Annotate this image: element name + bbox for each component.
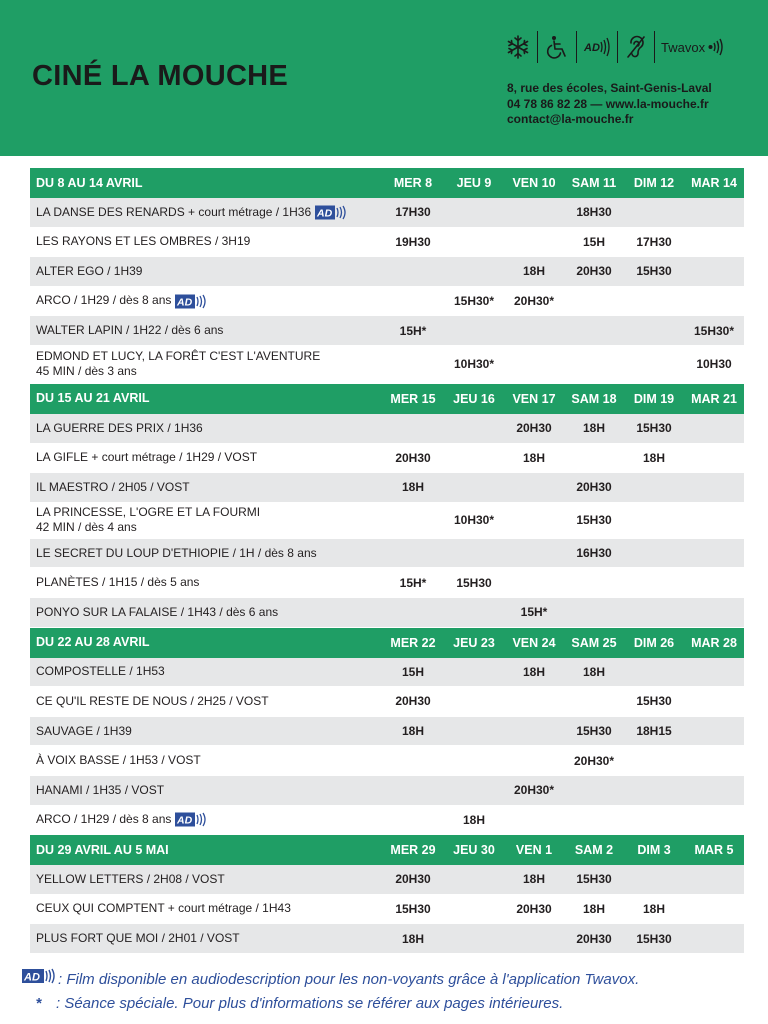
showtime-cell: 19H30 bbox=[395, 234, 431, 249]
film-suffix: / dès 5 ans bbox=[137, 575, 200, 590]
ad-badge-icon bbox=[175, 294, 207, 309]
showtime-cell: 15H bbox=[401, 664, 424, 679]
day-header: DIM 26 bbox=[633, 635, 675, 650]
film-suffix: / 1H22 / dès 6 ans bbox=[122, 323, 224, 338]
showtime-cell: 15H* bbox=[399, 323, 427, 338]
showtime-cell: 20H30* bbox=[513, 783, 555, 798]
cinema-address bbox=[507, 81, 712, 128]
film-row bbox=[30, 414, 744, 444]
film-title bbox=[30, 293, 382, 308]
week-label: DU 8 AU 14 AVRIL bbox=[36, 175, 143, 190]
film-name: LES RAYONS ET LES OMBRES / 3H19 bbox=[36, 234, 251, 249]
schedule-table bbox=[30, 168, 744, 954]
showtime-cell: 18H bbox=[522, 664, 545, 679]
film-name: ALTER EGO / 1H39 bbox=[36, 263, 143, 278]
wheelchair-icon bbox=[537, 31, 576, 63]
svg-text:AD: AD bbox=[584, 42, 600, 54]
film-title bbox=[30, 931, 382, 946]
day-header: JEU 9 bbox=[456, 176, 492, 190]
film-title bbox=[30, 323, 382, 338]
film-row bbox=[30, 346, 744, 384]
showtime-cell: 15H30 bbox=[456, 575, 492, 590]
showtime-cell: 18H bbox=[582, 901, 605, 916]
film-row bbox=[30, 717, 744, 747]
day-header: DIM 19 bbox=[633, 391, 675, 406]
film-name: ARCO / 1H29 bbox=[36, 293, 110, 308]
twavox-icon bbox=[654, 31, 730, 63]
film-row bbox=[30, 806, 744, 836]
showtime-cell: 15H30 bbox=[576, 724, 612, 739]
film-name: LA GUERRE DES PRIX / 1H36 bbox=[36, 420, 203, 435]
film-suffix: + court métrage / 1H43 bbox=[164, 901, 291, 916]
showtime-cell: 18H bbox=[642, 450, 665, 465]
film-title bbox=[30, 480, 382, 495]
film-suffix: / dès 3 ans bbox=[74, 364, 137, 379]
showtime-cell: 15H bbox=[582, 234, 605, 249]
day-header: SAM 18 bbox=[571, 391, 617, 406]
showtime-cell: 20H30 bbox=[395, 694, 431, 709]
film-row bbox=[30, 444, 744, 474]
film-name: PONYO SUR LA FALAISE / 1H43 bbox=[36, 604, 217, 619]
film-row bbox=[30, 568, 744, 598]
day-header: SAM 11 bbox=[571, 176, 617, 190]
day-header: MAR 21 bbox=[691, 391, 737, 406]
film-suffix: / dès 6 ans bbox=[216, 604, 279, 619]
address-phone-web: 04 78 86 82 28 — www.la-mouche.fr bbox=[507, 96, 709, 111]
film-name: LA DANSE DES RENARDS bbox=[36, 204, 185, 219]
accessibility-icons bbox=[505, 30, 730, 64]
film-row bbox=[30, 924, 744, 954]
film-title bbox=[30, 753, 382, 768]
showtime-cell: 15H30 bbox=[636, 421, 672, 436]
film-suffix: + court métrage / 1H29 / VOST bbox=[88, 450, 258, 465]
film-suffix: / 1H / dès 8 ans bbox=[229, 545, 317, 560]
day-header: SAM 2 bbox=[574, 843, 614, 858]
day-header: MER 22 bbox=[390, 635, 436, 650]
week-label: DU 29 AVRIL AU 5 MAI bbox=[36, 842, 169, 857]
showtime-cell: 15H* bbox=[399, 575, 427, 590]
film-title bbox=[30, 664, 382, 679]
showtime-cell: 15H30* bbox=[453, 294, 495, 309]
day-header: JEU 16 bbox=[453, 391, 495, 406]
film-row bbox=[30, 473, 744, 503]
film-title bbox=[30, 450, 382, 465]
film-suffix: + court métrage / 1H36 bbox=[184, 204, 312, 219]
week-header bbox=[30, 168, 744, 198]
film-title bbox=[30, 421, 382, 436]
film-title bbox=[30, 505, 382, 535]
week-header bbox=[30, 628, 744, 658]
film-suffix: / dès 8 ans bbox=[109, 293, 172, 308]
film-name: CEUX QUI COMPTENT bbox=[36, 901, 165, 916]
film-row bbox=[30, 198, 744, 228]
film-row bbox=[30, 503, 744, 539]
film-row bbox=[30, 287, 744, 317]
film-row bbox=[30, 895, 744, 925]
audio-description-icon bbox=[576, 31, 617, 63]
film-row bbox=[30, 746, 744, 776]
legend-star-symbol: * bbox=[36, 995, 42, 1012]
day-header: VEN 10 bbox=[512, 176, 556, 190]
film-title bbox=[30, 264, 382, 279]
showtime-cell: 20H30 bbox=[516, 421, 552, 436]
film-name: PLUS FORT QUE MOI / 2H01 / VOST bbox=[36, 931, 240, 946]
film-row bbox=[30, 539, 744, 569]
film-name: ARCO / 1H29 bbox=[36, 812, 110, 827]
film-row bbox=[30, 658, 744, 688]
showtime-cell: 15H30* bbox=[693, 323, 735, 338]
film-name: YELLOW LETTERS / 2H08 / VOST bbox=[36, 871, 225, 886]
ad-badge-icon bbox=[315, 205, 347, 220]
week-header bbox=[30, 835, 744, 865]
showtime-cell: 20H30* bbox=[513, 294, 555, 309]
showtime-cell: 10H30* bbox=[453, 513, 495, 528]
showtime-cell: 10H30* bbox=[453, 357, 495, 372]
day-header: MAR 28 bbox=[691, 635, 737, 650]
film-row bbox=[30, 776, 744, 806]
day-header: MAR 14 bbox=[691, 176, 737, 190]
showtime-cell: 20H30 bbox=[516, 901, 552, 916]
film-title bbox=[30, 575, 382, 590]
snowflake-icon bbox=[505, 31, 537, 63]
legend-star bbox=[22, 992, 639, 1016]
film-name: LA GIFLE bbox=[36, 450, 89, 465]
showtime-cell: 17H30 bbox=[636, 234, 672, 249]
showtime-cell: 18H15 bbox=[636, 724, 672, 739]
ad-badge-icon bbox=[22, 968, 56, 992]
showtime-cell: 20H30 bbox=[576, 931, 612, 946]
svg-text:AD: AD bbox=[24, 971, 40, 984]
showtime-cell: 18H bbox=[462, 812, 485, 827]
showtime-cell: 15H30 bbox=[395, 901, 431, 916]
film-row bbox=[30, 598, 744, 628]
film-name: SAUVAGE / 1H39 bbox=[36, 723, 132, 738]
film-name: WALTER LAPIN bbox=[36, 323, 123, 338]
film-title bbox=[30, 694, 382, 709]
showtime-cell: 15H30 bbox=[636, 931, 672, 946]
showtime-cell: 20H30 bbox=[576, 480, 612, 495]
film-suffix: / dès 8 ans bbox=[109, 812, 172, 827]
hearing-impaired-icon bbox=[617, 31, 654, 63]
showtime-cell: 18H bbox=[522, 450, 545, 465]
film-name: EDMOND ET LUCY, LA FORÊT C'EST L'AVENTURE bbox=[36, 349, 321, 364]
day-header: MER 15 bbox=[390, 391, 436, 406]
film-title bbox=[30, 605, 382, 620]
film-line2: 42 MIN bbox=[36, 520, 75, 535]
film-title bbox=[30, 349, 382, 379]
film-title bbox=[30, 812, 382, 827]
svg-text:AD: AD bbox=[177, 814, 193, 827]
film-title bbox=[30, 546, 382, 561]
showtime-cell: 15H* bbox=[520, 605, 548, 620]
cinema-title: CINÉ LA MOUCHE bbox=[32, 60, 289, 92]
showtime-cell: 18H bbox=[582, 664, 605, 679]
showtime-cell: 20H30 bbox=[395, 872, 431, 887]
day-header: MER 29 bbox=[390, 843, 436, 858]
day-header: JEU 30 bbox=[453, 843, 495, 858]
svg-text:AD: AD bbox=[177, 296, 193, 309]
film-name: À VOIX BASSE / 1H53 / VOST bbox=[36, 753, 201, 768]
day-header: VEN 1 bbox=[515, 843, 553, 858]
address-street: 8, rue des écoles, Saint-Genis-Laval bbox=[507, 81, 712, 95]
week-label: DU 22 AU 28 AVRIL bbox=[36, 635, 150, 650]
day-header: MER 8 bbox=[393, 176, 433, 190]
showtime-cell: 15H30 bbox=[576, 872, 612, 887]
week-label: DU 15 AU 21 AVRIL bbox=[36, 391, 150, 406]
film-row bbox=[30, 865, 744, 895]
twavox-word: Twavox bbox=[661, 39, 706, 55]
showtime-cell: 18H bbox=[582, 421, 605, 436]
legend-star-text: : Séance spéciale. Pour plus d'informations se référer aux pages intérieures. bbox=[56, 995, 564, 1012]
svg-text:AD: AD bbox=[317, 207, 333, 220]
showtime-cell: 20H30* bbox=[573, 753, 615, 768]
film-name: COMPOSTELLE / 1H53 bbox=[36, 664, 165, 679]
film-title bbox=[30, 234, 382, 249]
week-header bbox=[30, 384, 744, 414]
showtime-cell: 17H30 bbox=[395, 205, 431, 220]
film-name: PLANÈTES / 1H15 bbox=[36, 575, 138, 590]
showtime-cell: 18H bbox=[401, 724, 424, 739]
header-banner bbox=[0, 0, 768, 156]
film-row bbox=[30, 316, 744, 346]
showtime-cell: 15H30 bbox=[636, 694, 672, 709]
film-title bbox=[30, 724, 382, 739]
film-line2: 45 MIN bbox=[36, 364, 75, 379]
showtime-cell: 18H bbox=[522, 872, 545, 887]
day-header: DIM 3 bbox=[637, 843, 671, 858]
showtime-cell: 16H30 bbox=[576, 546, 612, 561]
showtime-cell: 10H30 bbox=[696, 357, 732, 372]
film-title bbox=[30, 872, 382, 887]
ad-badge-icon bbox=[175, 812, 207, 827]
legend-ad bbox=[22, 968, 639, 992]
film-row bbox=[30, 228, 744, 258]
showtime-cell: 18H30 bbox=[576, 205, 612, 220]
showtime-cell: 18H bbox=[642, 901, 665, 916]
showtime-cell: 20H30 bbox=[576, 264, 612, 279]
day-header: VEN 24 bbox=[512, 635, 556, 650]
film-name: LE SECRET DU LOUP D'ETHIOPIE bbox=[36, 545, 230, 560]
day-header: JEU 23 bbox=[453, 635, 495, 650]
showtime-cell: 15H30 bbox=[636, 264, 672, 279]
film-title bbox=[30, 205, 382, 220]
day-header: MAR 5 bbox=[694, 843, 734, 858]
legend-ad-text: : Film disponible en audiodescription pour les non-voyants grâce à l'application Twavox. bbox=[58, 971, 640, 988]
showtime-cell: 18H bbox=[401, 480, 424, 495]
showtime-cell: 18H bbox=[401, 931, 424, 946]
day-header: SAM 25 bbox=[571, 635, 617, 650]
film-row bbox=[30, 687, 744, 717]
film-title bbox=[30, 901, 382, 916]
day-header: VEN 17 bbox=[512, 391, 556, 406]
address-email: contact@la-mouche.fr bbox=[507, 112, 634, 126]
film-name: LA PRINCESSE, L'OGRE ET LA FOURMI bbox=[36, 505, 261, 520]
film-title bbox=[30, 783, 382, 798]
legend bbox=[22, 968, 639, 1016]
showtime-cell: 20H30 bbox=[395, 450, 431, 465]
day-header: DIM 12 bbox=[633, 176, 675, 190]
film-suffix: / dès 4 ans bbox=[74, 520, 137, 535]
film-row bbox=[30, 257, 744, 287]
showtime-cell: 15H30 bbox=[576, 513, 612, 528]
film-name: CE QU'IL RESTE DE NOUS / 2H25 / VOST bbox=[36, 693, 269, 708]
film-name: IL MAESTRO / 2H05 / VOST bbox=[36, 479, 190, 494]
film-name: HANAMI / 1H35 / VOST bbox=[36, 782, 165, 797]
showtime-cell: 18H bbox=[522, 264, 545, 279]
